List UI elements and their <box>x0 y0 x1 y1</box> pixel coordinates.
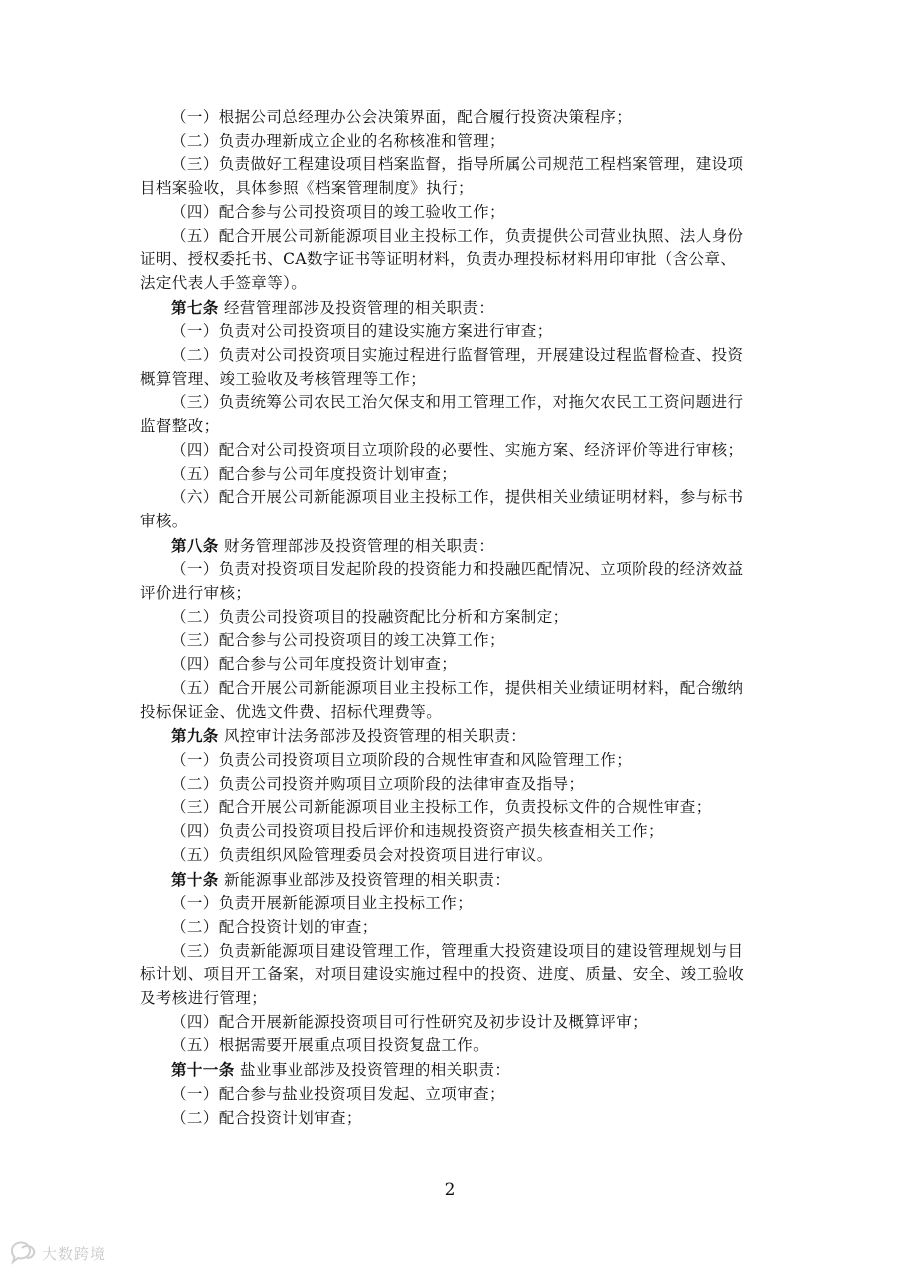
paragraph-line <box>140 320 768 344</box>
line-text: （一）配合参与盐业投资项目发起、立项审查； <box>171 1084 505 1103</box>
article-heading-line <box>140 296 768 321</box>
line-text: 盐业事业部涉及投资管理的相关职责： <box>239 1061 511 1080</box>
line-text: （五）配合开展公司新能源项目业主投标工作，提供相关业绩证明材料，配合缴纳 <box>171 678 744 697</box>
line-text: （四）负责公司投资项目投后评价和违规投资资产损失核查相关工作； <box>171 822 664 841</box>
chat-bubble-logo-icon <box>8 1241 38 1265</box>
line-text: 标计划、项目开工备案，对项目建设实施过程中的投资、进度、质量、安全、竣工验收 <box>140 965 745 984</box>
article-number: 第十条 <box>171 869 219 889</box>
line-text: （三）配合参与公司投资项目的竣工决算工作； <box>171 631 505 650</box>
paragraph-line <box>140 510 768 534</box>
paragraph-line <box>140 940 768 964</box>
paragraph-line <box>140 225 768 249</box>
line-text: （三）负责统筹公司农民工治欠保支和用工管理工作，对拖欠农民工工资问题进行 <box>171 393 744 412</box>
line-text: （五）配合开展公司新能源项目业主投标工作，负责提供公司营业执照、法人身份 <box>171 226 744 245</box>
line-text: （五）负责组织风险管理委员会对投资项目进行审议。 <box>171 845 553 864</box>
paragraph-line <box>140 629 768 653</box>
line-text: （一）负责公司投资项目立项阶段的合规性审查和风险管理工作； <box>171 750 633 769</box>
paragraph-line <box>140 892 768 916</box>
paragraph-line <box>140 248 768 272</box>
line-text: 投标保证金、优选文件费、招标代理费等。 <box>140 702 443 721</box>
article-number: 第十一条 <box>171 1060 235 1080</box>
line-text: （二）负责办理新成立企业的名称核准和管理； <box>171 131 505 150</box>
article-heading-line <box>140 1058 768 1083</box>
line-text: 财务管理部涉及投资管理的相关职责： <box>224 536 495 555</box>
paragraph-line <box>140 701 768 725</box>
paragraph-line <box>140 963 768 987</box>
article-number: 第九条 <box>171 726 219 746</box>
line-text: 概算管理、竣工验收及考核管理等工作； <box>140 369 427 388</box>
line-text: （六）配合开展公司新能源项目业主投标工作，提供相关业绩证明材料，参与标书 <box>171 488 744 507</box>
line-text: （二）配合投资计划的审查； <box>171 917 378 936</box>
line-text: （四）配合开展新能源投资项目可行性研究及初步设计及概算评审； <box>171 1012 649 1031</box>
article-number: 第七条 <box>171 297 219 317</box>
paragraph-line <box>140 796 768 820</box>
paragraph-line <box>140 582 768 606</box>
paragraph-line <box>140 773 768 797</box>
paragraph-line <box>140 391 768 415</box>
line-text: （三）配合开展公司新能源项目业主投标工作，负责投标文件的合规性审查； <box>171 798 712 817</box>
article-heading-line <box>140 724 768 749</box>
line-text: 风控审计法务部涉及投资管理的相关职责： <box>224 727 527 746</box>
paragraph-line <box>140 820 768 844</box>
paragraph-line <box>140 368 768 392</box>
line-text: （四）配合参与公司年度投资计划审查； <box>171 655 458 674</box>
article-number: 第八条 <box>171 535 219 555</box>
paragraph-line <box>140 677 768 701</box>
paragraph-line <box>140 439 768 463</box>
paragraph-line <box>140 463 768 487</box>
line-text: （三）负责做好工程建设项目档案监督，指导所属公司规范工程档案管理，建设项 <box>171 155 744 174</box>
line-text: 评价进行审核； <box>140 584 252 603</box>
line-text: （四）配合参与公司投资项目的竣工验收工作； <box>171 202 505 221</box>
line-text: 审核。 <box>140 511 188 530</box>
paragraph-line <box>140 177 768 201</box>
line-text: （二）配合投资计划审查； <box>171 1108 362 1127</box>
article-heading-line <box>140 868 768 893</box>
paragraph-line <box>140 749 768 773</box>
paragraph-line <box>140 987 768 1011</box>
paragraph-line <box>140 558 768 582</box>
line-text: （五）配合参与公司年度投资计划审查； <box>171 464 458 483</box>
line-text: （二）负责对公司投资项目实施过程进行监督管理，开展建设过程监督检查、投资 <box>171 346 744 365</box>
line-text: （二）负责公司投资并购项目立项阶段的法律审查及指导； <box>171 774 585 793</box>
page-number: 2 <box>444 1180 456 1200</box>
paragraph-line <box>140 201 768 225</box>
paragraph-line <box>140 415 768 439</box>
paragraph-line <box>140 153 768 177</box>
paragraph-line <box>140 653 768 677</box>
line-text: （一）负责开展新能源项目业主投标工作； <box>171 894 474 913</box>
line-text: 证明、授权委托书、CA数字证书等证明材料，负责办理投标材料用印审批（含公章、 <box>140 250 737 269</box>
line-text: （三）负责新能源项目建设管理工作，管理重大投资建设项目的建设管理规划与目 <box>171 941 744 960</box>
line-text: （一）负责对公司投资项目的建设实施方案进行审查； <box>171 322 553 341</box>
line-text: （一）根据公司总经理办公会决策界面，配合履行投资决策程序； <box>171 108 633 126</box>
line-text: （一）负责对投资项目发起阶段的投资能力和投融匹配情况、立项阶段的经济效益 <box>171 560 744 579</box>
article-heading-line <box>140 534 768 559</box>
line-text: （四）配合对公司投资项目立项阶段的必要性、实施方案、经济评价等进行审核； <box>171 440 744 459</box>
paragraph-line <box>140 106 768 130</box>
paragraph-line <box>140 130 768 154</box>
line-text: 及考核进行管理； <box>140 989 268 1008</box>
line-text: （五）根据需要开展重点项目投资复盘工作。 <box>171 1036 490 1055</box>
line-text: 法定代表人手签章等）。 <box>140 273 308 292</box>
watermark <box>8 1240 106 1266</box>
paragraph-line <box>140 272 768 296</box>
line-text: （二）负责公司投资项目的投融资配比分析和方案制定； <box>171 607 569 626</box>
line-text: 经营管理部涉及投资管理的相关职责： <box>224 298 495 317</box>
line-text: 监督整改； <box>140 417 220 436</box>
paragraph-line <box>140 606 768 630</box>
paragraph-line <box>140 916 768 940</box>
document-body <box>140 106 768 1130</box>
paragraph-line <box>140 344 768 368</box>
watermark-text: 大数跨境 <box>42 1244 107 1263</box>
paragraph-line <box>140 1011 768 1035</box>
paragraph-line <box>140 486 768 510</box>
paragraph-line <box>140 844 768 868</box>
line-text: 新能源事业部涉及投资管理的相关职责： <box>224 870 511 889</box>
line-text: 目档案验收，具体参照《档案管理制度》执行； <box>140 179 474 198</box>
paragraph-line <box>140 1107 768 1131</box>
paragraph-line <box>140 1083 768 1107</box>
paragraph-line <box>140 1034 768 1058</box>
